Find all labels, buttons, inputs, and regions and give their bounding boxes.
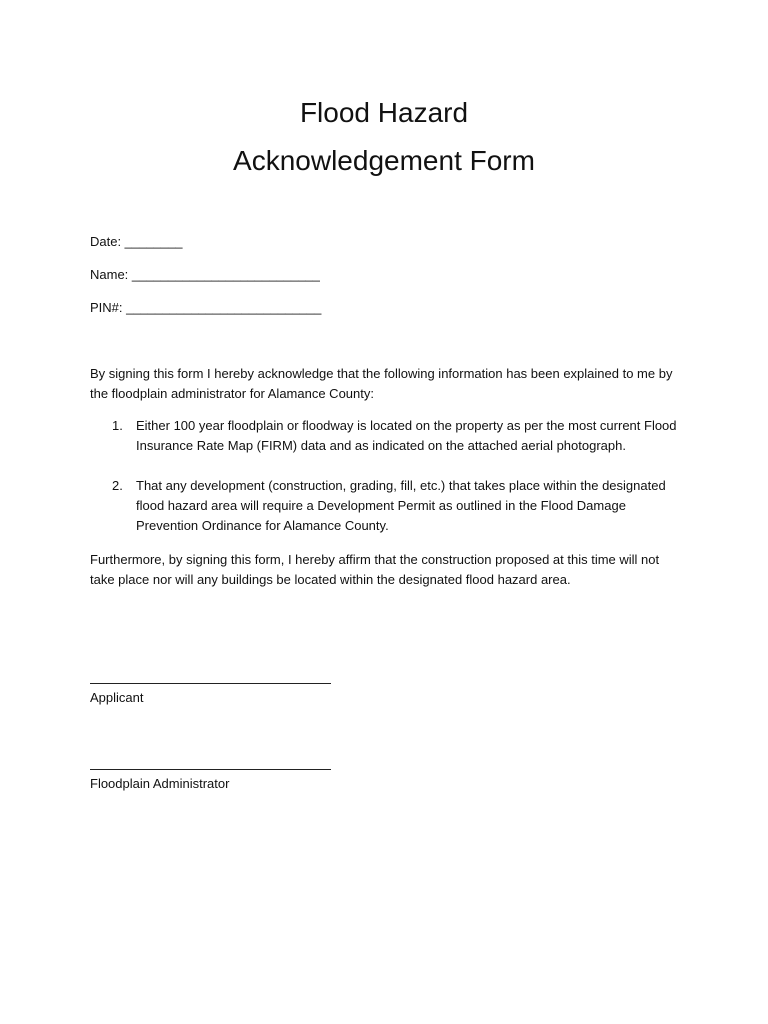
applicant-label: Applicant xyxy=(90,690,144,705)
list-item-text: That any development (construction, grading, fill, etc.) that takes place within the designated flood hazard area will require a Development Permit as outlined in the Flood Damage Prevention Ordinance for Alamance County. xyxy=(136,478,666,533)
applicant-signature-line xyxy=(90,683,331,684)
list-item xyxy=(112,416,682,458)
date-field: Date: ________ xyxy=(90,234,183,249)
intro-paragraph: By signing this form I hereby acknowledge that the following information has been explained to me by the floodplain administrator for Alamance County: xyxy=(90,366,673,401)
administrator-signature-line xyxy=(90,769,331,770)
name-field: Name: __________________________ xyxy=(90,267,320,282)
list-item-number: 1. xyxy=(112,418,123,433)
list-item-number: 2. xyxy=(112,478,123,493)
closing-paragraph: Furthermore, by signing this form, I hereby affirm that the construction proposed at this time will not take place nor will any buildings be located within the designated flood hazard area. xyxy=(90,552,660,587)
list-item xyxy=(112,476,682,538)
form-title-line-2: Acknowledgement Form xyxy=(233,145,535,176)
form-title-line-1: Flood Hazard xyxy=(299,97,469,128)
pin-field: PIN#: ___________________________ xyxy=(90,300,322,315)
administrator-label: Floodplain Administrator xyxy=(90,776,230,791)
list-item-text: Either 100 year floodplain or floodway is located on the property as per the most current Flood Insurance Rate Map (FIRM) data and as indicated on the attached aerial photograph. xyxy=(136,418,677,453)
